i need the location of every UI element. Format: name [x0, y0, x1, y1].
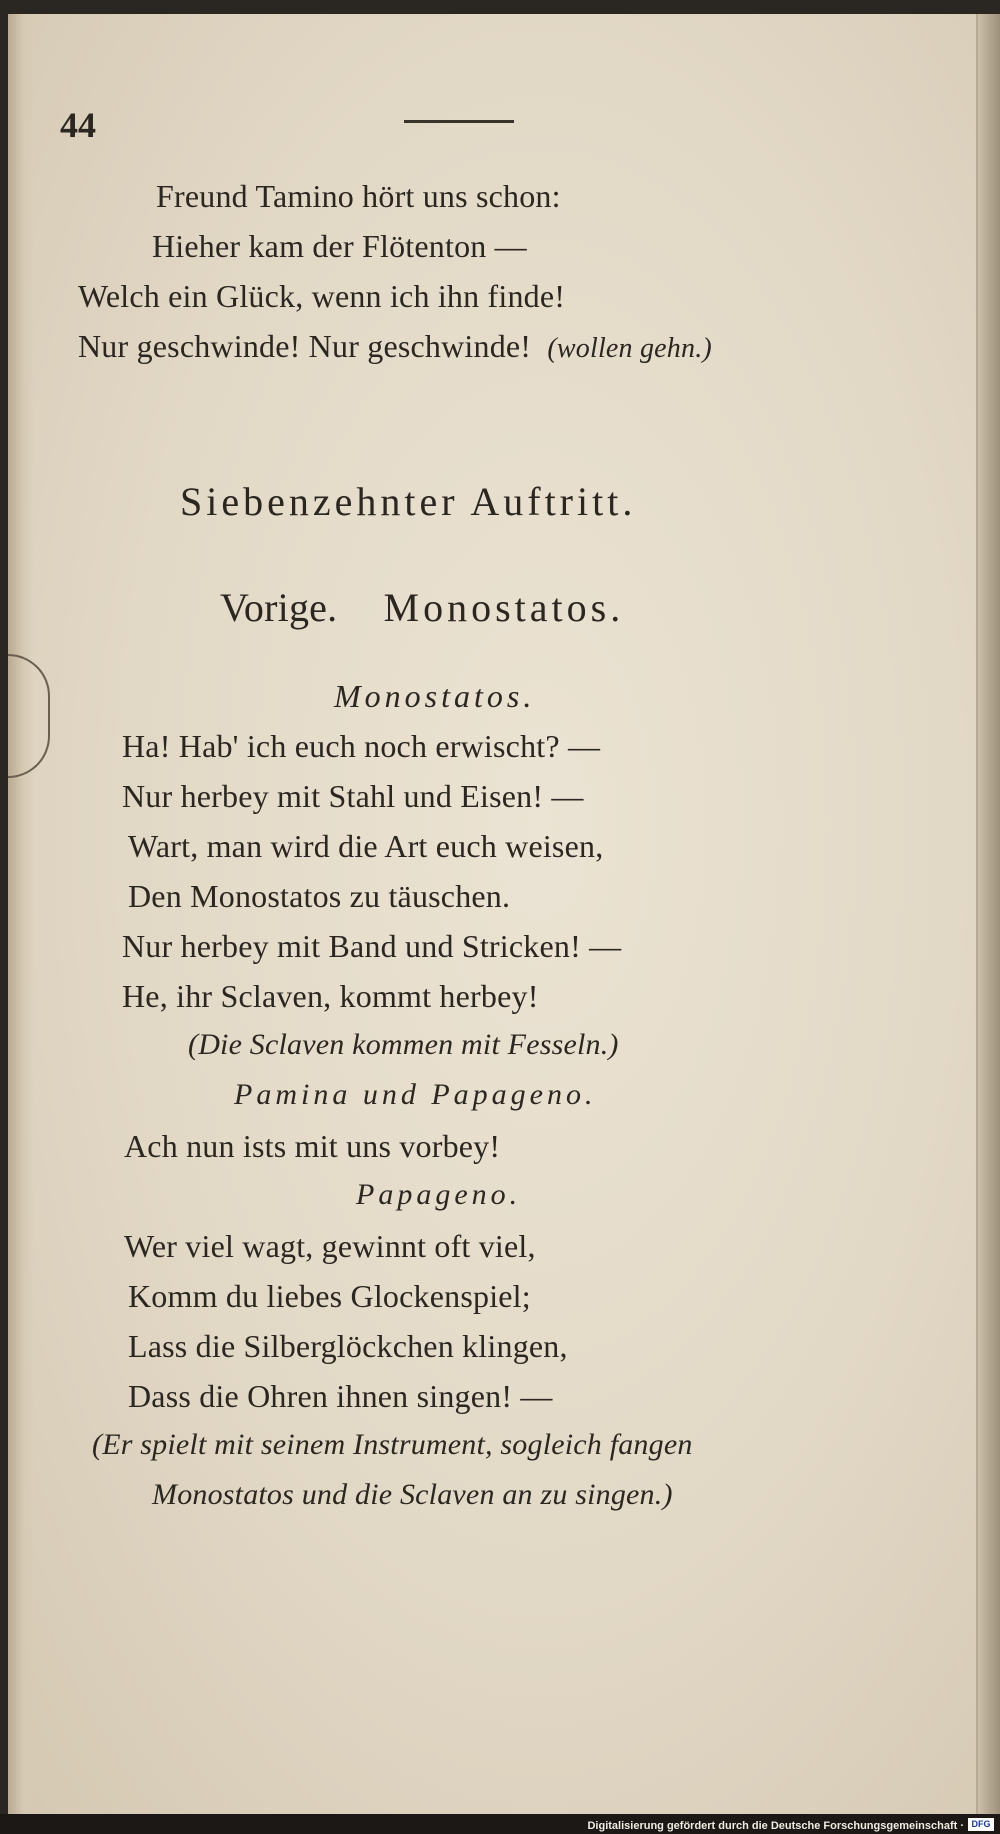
speaker-label: Papageno. [356, 1178, 522, 1211]
persons-vorige: Vorige. [220, 585, 338, 630]
scene-title: Siebenzehnter Auftritt. [180, 479, 637, 524]
text-line: Wer viel wagt, gewinnt oft viel, [124, 1228, 536, 1264]
speaker-label: Pamina und Papageno. [234, 1078, 597, 1111]
text-line: Nur herbey mit Stahl und Eisen! — [122, 778, 584, 814]
stage-direction: (wollen gehn.) [547, 333, 712, 364]
scene-persons [220, 584, 624, 631]
binding-curve [8, 654, 50, 778]
text-line: Freund Tamino hört uns schon: [156, 178, 561, 214]
book-page [8, 14, 978, 1814]
text-line: Welch ein Glück, wenn ich ihn finde! [78, 278, 566, 314]
text-line: Wart, man wird die Art euch weisen, [128, 828, 604, 864]
header-rule [404, 120, 514, 123]
text-line: Lass die Silberglöckchen klingen, [128, 1328, 568, 1364]
text-line: Hieher kam der Flötenton — [152, 228, 527, 264]
persons-monostatos: Monostatos. [383, 585, 625, 630]
text-line [78, 328, 712, 365]
speaker-label: Monostatos. [334, 678, 536, 714]
stage-direction: (Die Sclaven kommen mit Fesseln.) [188, 1028, 619, 1061]
text-line: Ha! Hab' ich euch noch erwischt? — [122, 728, 601, 764]
text-line: Nur herbey mit Band und Stricken! — [122, 928, 622, 964]
dfg-logo: DFG [968, 1818, 994, 1831]
funding-notice: Digitalisierung gefördert durch die Deutsche Forschungsgemeinschaft · [587, 1820, 964, 1832]
page-number: 44 [60, 105, 96, 145]
text-line: Dass die Ohren ihnen singen! — [128, 1378, 553, 1414]
text-line: Ach nun ists mit uns vorbey! [124, 1128, 501, 1164]
text-line: Komm du liebes Glockenspiel; [128, 1278, 531, 1314]
footer-bar [0, 1814, 1000, 1834]
page-edge [978, 14, 1000, 1814]
text-line-main: Nur geschwinde! Nur geschwinde! [78, 328, 532, 364]
text-line: Den Monostatos zu täuschen. [128, 878, 511, 914]
text-line: He, ihr Sclaven, kommt herbey! [122, 978, 539, 1014]
stage-direction: (Er spielt mit seinem Instrument, sogleich fangen [92, 1428, 693, 1461]
stage-direction: Monostatos und die Sclaven an zu singen.) [152, 1478, 673, 1511]
